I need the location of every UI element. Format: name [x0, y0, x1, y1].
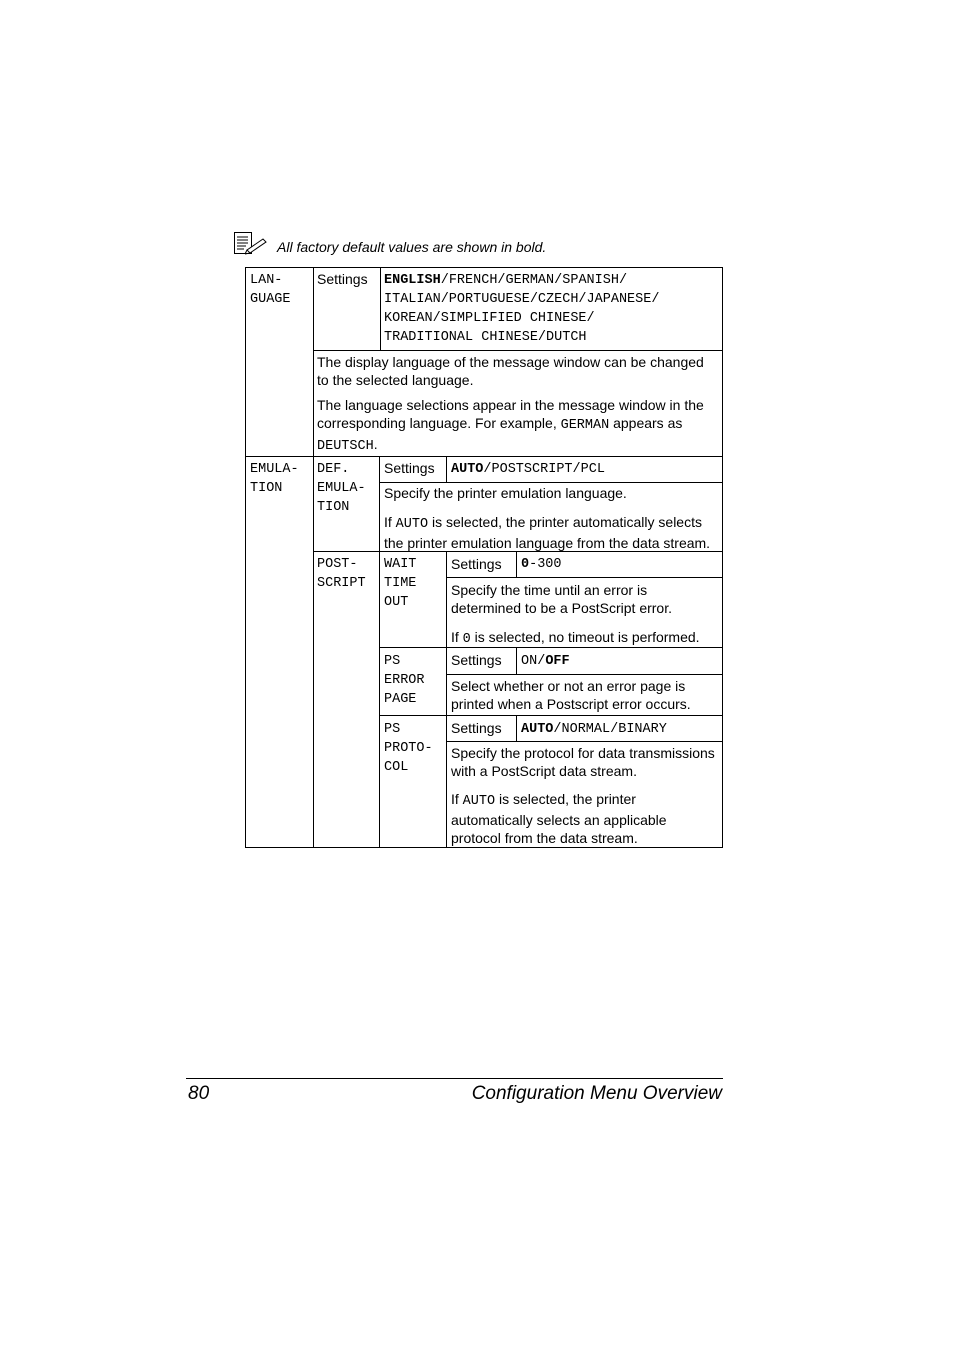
ps-error-page-description: Select whether or not an error page is printed when a Postscript error occurs. [451, 678, 691, 712]
wait-timeout-description: Specify the time until an error is determined to be a PostScript error. If 0 is selected, no timeout is performed. [451, 582, 700, 647]
def-emulation-settings-label: Settings [384, 460, 435, 476]
wait-timeout-settings-label: Settings [451, 556, 502, 572]
ps-error-page-label: PS ERROR PAGE [384, 654, 425, 707]
section-title: Configuration Menu Overview [471, 1083, 722, 1104]
postscript-label: POST- SCRIPT [317, 557, 366, 591]
def-emulation-label: DEF. EMULA- TION [317, 462, 366, 515]
ps-protocol-label: PS PROTO- COL [384, 722, 433, 775]
language-description: The display language of the message window can be changed to the selected language. The language selections appear in the message window in the corresponding language. For example, GERMAN appears as DEUTSCH. [317, 354, 704, 454]
wait-timeout-label: WAIT TIME OUT [384, 557, 417, 610]
note-pencil-icon [233, 231, 269, 255]
emulation-menu-label: EMULA- TION [250, 462, 299, 496]
wait-timeout-options: 0-300 [521, 557, 562, 572]
language-default-value: ENGLISH [384, 273, 441, 288]
ps-protocol-options: AUTO/NORMAL/BINARY [521, 722, 667, 737]
ps-error-page-settings-label: Settings [451, 652, 502, 668]
page-number: 80 [188, 1083, 210, 1104]
ps-error-page-options: ON/OFF [521, 654, 570, 669]
ps-protocol-description: Specify the protocol for data transmissions with a PostScript data stream. If AUTO is selected, the printer automatically selects an applicable protocol from the data stream. [451, 745, 715, 846]
def-emulation-options: AUTO/POSTSCRIPT/PCL [451, 462, 605, 477]
language-options: ENGLISH/FRENCH/GERMAN/SPANISH/ ITALIAN/PORTUGUESE/CZECH/JAPANESE/ KOREAN/SIMPLIFIED CHINESE/ TRADITIONAL CHINESE/DUTCH [384, 273, 660, 345]
def-emulation-description: Specify the printer emulation language. If AUTO is selected, the printer automatically selects the printer emulation language from the data stream. [384, 485, 711, 551]
footer-rule [186, 1078, 723, 1079]
ps-protocol-settings-label: Settings [451, 720, 502, 736]
language-settings-label: Settings [317, 271, 368, 287]
note-text: All factory default values are shown in bold. [277, 239, 547, 255]
language-menu-label: LAN- GUAGE [250, 273, 291, 307]
